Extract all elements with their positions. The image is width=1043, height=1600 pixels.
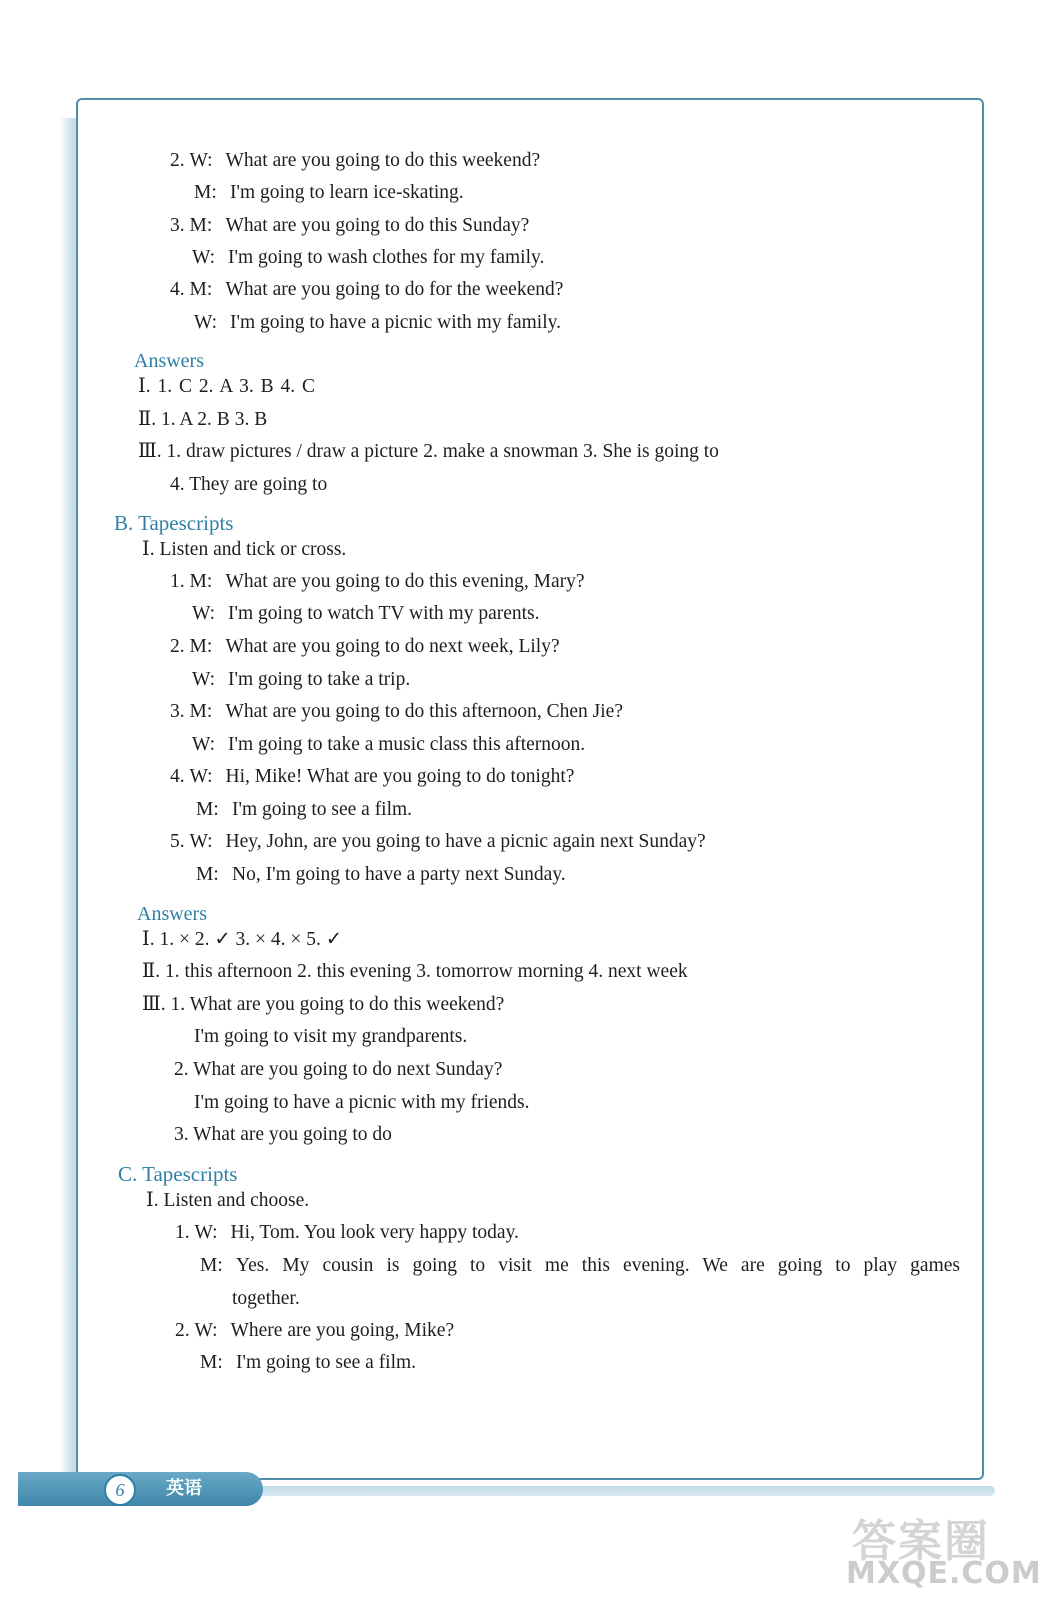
answer-line: 3. What are you going to do xyxy=(174,1124,392,1145)
instruction: Ⅰ. Listen and choose. xyxy=(146,1190,310,1211)
instruction: Ⅰ. Listen and tick or cross. xyxy=(142,539,347,560)
answer-line: I'm going to visit my grandparents. xyxy=(194,1026,468,1047)
answer-line: Ⅲ. 1. draw pictures / draw a picture 2. make a snowman 3. She is going to xyxy=(138,441,719,462)
script-line: 1. W: Hi, Tom. You look very happy today. xyxy=(175,1222,519,1243)
script-line: 1. M: What are you going to do this evening, Mary? xyxy=(170,571,585,592)
answer-line: 4. They are going to xyxy=(170,474,328,495)
script-line: 2. W: Where are you going, Mike? xyxy=(175,1320,455,1341)
page-number: 6 xyxy=(104,1474,136,1506)
script-line: 2. M: What are you going to do next week, Lily? xyxy=(170,636,560,657)
section-heading-c: C. Tapescripts xyxy=(118,1162,238,1186)
script-line: W: I'm going to watch TV with my parents. xyxy=(192,603,540,624)
answers-heading: Answers xyxy=(137,903,207,925)
script-line: W: I'm going to wash clothes for my family. xyxy=(192,247,545,268)
script-line: 4. W: Hi, Mike! What are you going to do tonight? xyxy=(170,766,575,787)
answer-line: Ⅲ. 1. What are you going to do this weekend? xyxy=(142,994,505,1015)
script-line: M: I'm going to see a film. xyxy=(200,1352,417,1373)
answer-line: Ⅱ. 1. A 2. B 3. B xyxy=(138,409,268,430)
section-heading-b: B. Tapescripts xyxy=(114,511,234,535)
script-line: 2. W: What are you going to do this weekend? xyxy=(170,150,541,171)
watermark-url: MXQE.COM xyxy=(846,1556,1042,1591)
script-line: 3. M: What are you going to do this afternoon, Chen Jie? xyxy=(170,701,623,722)
watermark-logo: 答案圈 xyxy=(852,1516,990,1567)
answers-heading: Answers xyxy=(134,350,204,372)
script-line: 5. W: Hey, John, are you going to have a picnic again next Sunday? xyxy=(170,831,706,852)
script-line: 3. M: What are you going to do this Sunday? xyxy=(170,215,530,236)
answer-line: Ⅰ. 1. × 2. ✓ 3. × 4. × 5. ✓ xyxy=(142,929,343,950)
answer-line: I'm going to have a picnic with my friends. xyxy=(194,1092,530,1113)
script-line: M: I'm going to learn ice-skating. xyxy=(194,182,464,203)
subject-label: 英语 xyxy=(166,1478,202,1499)
footer-bar xyxy=(18,1472,263,1506)
script-line: W: I'm going to take a trip. xyxy=(192,669,411,690)
answer-line: Ⅱ. 1. this afternoon 2. this evening 3. tomorrow morning 4. next week xyxy=(142,961,688,982)
script-line-continued: together. xyxy=(232,1288,300,1309)
script-line: M: I'm going to see a film. xyxy=(196,799,413,820)
script-line: W: I'm going to take a music class this afternoon. xyxy=(192,734,586,755)
script-line: 4. M: What are you going to do for the weekend? xyxy=(170,279,564,300)
script-line: M: Yes. My cousin is going to visit me this evening. We are going to play games xyxy=(200,1255,960,1276)
footer-rule xyxy=(255,1486,995,1496)
answer-line: 2. What are you going to do next Sunday? xyxy=(174,1059,503,1080)
script-line: M: No, I'm going to have a party next Sunday. xyxy=(196,864,566,885)
script-line: W: I'm going to have a picnic with my family. xyxy=(194,312,561,333)
answer-line: Ⅰ. 1. C 2. A 3. B 4. C xyxy=(138,376,316,397)
